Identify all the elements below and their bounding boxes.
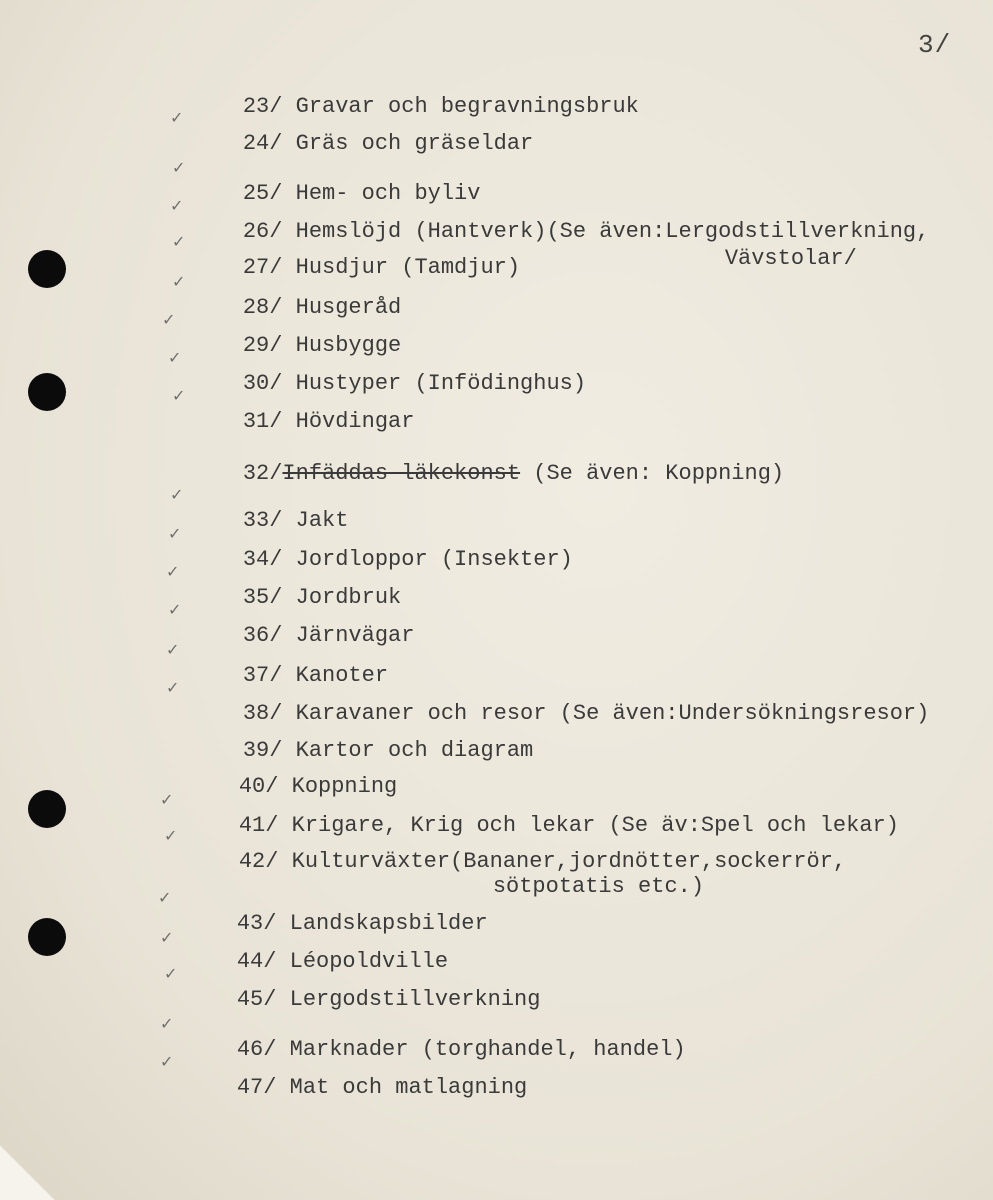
item-text: Järnvägar (295, 623, 415, 648)
item-number: 27/ (242, 255, 283, 280)
item-text: Hustyper (Infödinghus) (295, 371, 587, 396)
item-text: Gräs och gräseldar (295, 131, 534, 156)
item-text: Husbygge (295, 333, 402, 358)
item-text: Landskapsbilder (289, 911, 488, 936)
item-number: 31/ (242, 409, 283, 434)
checkmark-icon: ✓ (160, 928, 174, 947)
item-text: Vävstolar/ (724, 246, 857, 271)
item-number: 24/ (242, 131, 283, 156)
list-item (184, 1049, 527, 1127)
item-text: Husgeråd (295, 295, 402, 320)
item-text: Léopoldville (289, 949, 449, 974)
checkmark-icon: ✓ (170, 485, 184, 504)
item-number: 35/ (242, 585, 283, 610)
checkmark-icon: ✓ (172, 232, 186, 251)
checkmark-icon: ✓ (158, 888, 172, 907)
checkmark-icon: ✓ (172, 272, 186, 291)
item-number: 40/ (238, 774, 279, 799)
item-number: 28/ (242, 295, 283, 320)
item-text: Krigare, Krig och lekar (Se äv:Spel och lekar) (291, 813, 899, 838)
item-number: 43/ (236, 911, 277, 936)
item-text: Koppning (291, 774, 398, 799)
item-number: 46/ (236, 1037, 277, 1062)
checkmark-icon: ✓ (168, 348, 182, 367)
item-text: Hem- och byliv (295, 181, 481, 206)
struck-item-text: Infäddas läkekonst (282, 461, 521, 486)
item-text: Jordloppor (Insekter) (295, 547, 573, 572)
item-text: Kanoter (295, 663, 389, 688)
checkmark-icon: ✓ (168, 600, 182, 619)
item-text: Hövdingar (295, 409, 415, 434)
item-text: Lergodstillverkning (289, 987, 541, 1012)
checkmark-icon: ✓ (172, 386, 186, 405)
item-text: Jakt (295, 508, 349, 533)
punch-hole-1 (28, 250, 66, 288)
checkmark-icon: ✓ (168, 524, 182, 543)
page-number: 3/ (918, 30, 952, 60)
item-number: 33/ (242, 508, 283, 533)
item-number: 37/ (242, 663, 283, 688)
item-text: Karavaner och resor (Se även:Undersökningsresor) (295, 701, 930, 726)
item-text: Marknader (torghandel, handel) (289, 1037, 686, 1062)
checkmark-icon: ✓ (170, 196, 184, 215)
checkmark-icon: ✓ (160, 1014, 174, 1033)
item-number: 32/ (242, 461, 283, 486)
checkmark-icon: ✓ (162, 310, 176, 329)
item-number: 29/ (242, 333, 283, 358)
item-number: 34/ (242, 547, 283, 572)
item-number: 41/ (238, 813, 279, 838)
checkmark-icon: ✓ (164, 826, 178, 845)
list-item-continuation (672, 220, 857, 298)
item-text: Husdjur (Tamdjur) (295, 255, 521, 280)
checkmark-icon: ✓ (166, 640, 180, 659)
item-number: 36/ (242, 623, 283, 648)
item-number: 47/ (236, 1075, 277, 1100)
punch-hole-4 (28, 918, 66, 956)
punch-hole-3 (28, 790, 66, 828)
item-text: Hemslöjd (Hantverk)(Se även:Lergodstillverkning, (295, 219, 930, 244)
checkmark-icon: ✓ (170, 108, 184, 127)
item-text: Kulturväxter(Bananer,jordnötter,sockerrör, (291, 849, 847, 874)
item-number: 45/ (236, 987, 277, 1012)
item-text: sötpotatis etc.) (492, 874, 705, 899)
item-text-note: (Se även: Koppning) (520, 461, 785, 486)
item-number: 30/ (242, 371, 283, 396)
torn-corner (0, 1140, 60, 1200)
checkmark-icon: ✓ (160, 790, 174, 809)
item-text: Gravar och begravningsbruk (295, 94, 639, 119)
checkmark-icon: ✓ (172, 158, 186, 177)
item-number: 39/ (242, 738, 283, 763)
item-number: 23/ (242, 94, 283, 119)
item-number: 44/ (236, 949, 277, 974)
item-number: 42/ (238, 849, 279, 874)
item-text: Mat och matlagning (289, 1075, 528, 1100)
punch-hole-2 (28, 373, 66, 411)
item-text: Kartor och diagram (295, 738, 534, 763)
checkmark-icon: ✓ (166, 678, 180, 697)
checkmark-icon: ✓ (164, 964, 178, 983)
item-text: Jordbruk (295, 585, 402, 610)
checkmark-icon: ✓ (166, 562, 180, 581)
item-number: 25/ (242, 181, 283, 206)
item-number: 26/ (242, 219, 283, 244)
item-number: 38/ (242, 701, 283, 726)
checkmark-icon: ✓ (160, 1052, 174, 1071)
